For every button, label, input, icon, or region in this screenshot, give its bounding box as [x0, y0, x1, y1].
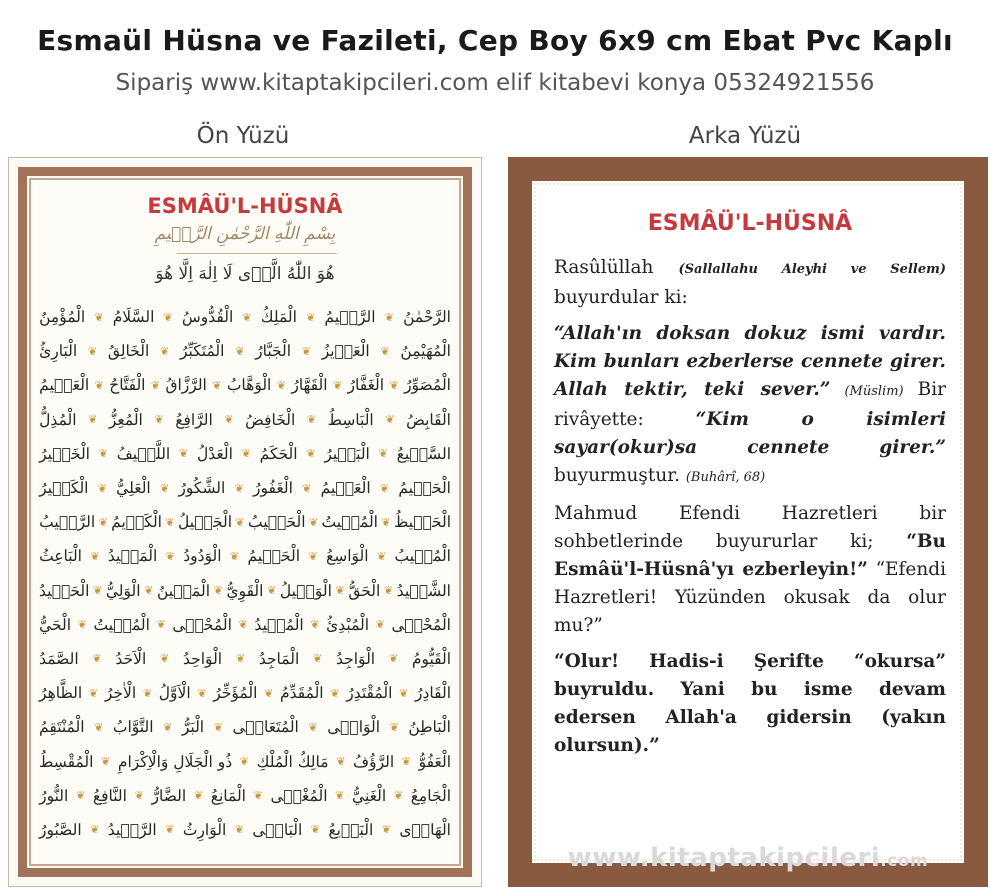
ornament-icon: ❦	[399, 686, 409, 700]
ornament-icon: ❦	[301, 344, 312, 358]
divine-name: الْمُعِزُّ	[108, 410, 143, 429]
divine-name: الصَّبُورُ	[39, 820, 82, 839]
names-row	[39, 642, 451, 676]
divine-name: مَالِكُ الْمُلْكِ	[256, 752, 329, 771]
ornament-icon: ❦	[93, 584, 103, 598]
divine-name: الْمَاجِدُ	[258, 649, 300, 668]
names-row	[39, 813, 451, 847]
divine-name: الْحَس۪يبُ	[247, 513, 306, 532]
ornament-icon: ❦	[98, 447, 108, 461]
divine-name: الْمَلِكُ	[260, 308, 297, 327]
ornament-icon: ❦	[154, 413, 164, 427]
divine-name: الْمُحْي۪ى	[172, 615, 232, 634]
divine-name: الْمُؤْمِنُ	[39, 308, 86, 327]
ornament-icon: ❦	[163, 310, 173, 324]
ornament-icon: ❦	[306, 310, 316, 324]
ornament-icon: ❦	[332, 378, 343, 392]
ornament-icon: ❦	[98, 515, 108, 529]
divine-name: الْبَارِئُ	[39, 342, 78, 361]
divine-name: ذُو الْجَلَالِ وَالْاِكْرَامِ	[117, 752, 233, 771]
divine-name: الْمُصَوِّرُ	[404, 376, 451, 395]
divine-name: الْعَلِيُّ	[116, 479, 151, 498]
divine-name: الْوَاجِدُ	[336, 649, 376, 668]
ornament-icon: ❦	[229, 549, 240, 563]
ornament-icon: ❦	[276, 378, 286, 392]
ornament-icon: ❦	[310, 823, 320, 837]
ornament-icon: ❦	[330, 686, 340, 700]
ornament-icon: ❦	[179, 447, 189, 461]
paragraph-3: Mahmud Efendi Hazretleri bir sohbetlerinde buyururlar ki; “Bu Esmâü'l-Hüsnâ'yı ezberleyin!” “Efendi Hazretleri! Yüzünden okusak da olur mu?”	[554, 503, 946, 636]
divine-name: الرَّافِعُ	[175, 410, 213, 429]
divine-name: الْبَاق۪ى	[252, 820, 303, 839]
divine-name: الْمُج۪يبُ	[394, 547, 451, 566]
ornament-icon: ❦	[267, 584, 277, 598]
ornament-icon: ❦	[313, 652, 323, 666]
names-row	[39, 471, 451, 505]
ornament-icon: ❦	[384, 310, 394, 324]
divine-name: الْخَالِقُ	[107, 342, 150, 361]
divine-name: الْعَفُوُّ	[418, 752, 451, 771]
divine-name: الْحَقُّ	[348, 581, 381, 600]
ornament-icon: ❦	[389, 378, 399, 392]
divine-name: السَّلَامُ	[112, 308, 155, 327]
ornament-icon: ❦	[92, 652, 102, 666]
divine-name: الْاَوَّلُ	[158, 684, 191, 703]
ornament-icon: ❦	[212, 378, 222, 392]
divine-name: الْعَدْلُ	[196, 444, 233, 463]
ornament-icon: ❦	[87, 344, 98, 358]
divine-name: الْجَل۪يلُ	[177, 513, 233, 532]
ornament-icon: ❦	[308, 549, 318, 563]
divine-name: الْجَبَّارُ	[255, 342, 292, 361]
ornament-icon: ❦	[378, 447, 388, 461]
divine-name: الْفَتَّاحُ	[109, 376, 146, 395]
intro-verse: هُوَ اللّٰهُ الَّذ۪ى لَا اِلٰهَ اِلَّا هُوَ	[155, 264, 335, 284]
divine-name: الْغَفَّارُ	[347, 376, 385, 395]
ornament-icon: ❦	[388, 652, 399, 666]
ornament-icon: ❦	[335, 789, 345, 803]
divine-name: الْمُبْدِئُ	[326, 615, 370, 634]
ornament-icon: ❦	[375, 618, 385, 632]
divine-name: الْهَاد۪ى	[399, 820, 451, 839]
divine-name: الرَّح۪يمُ	[324, 308, 376, 327]
ornament-icon: ❦	[234, 481, 244, 495]
names-row	[39, 505, 451, 539]
divine-name: الْمُتَكَبِّرُ	[179, 342, 225, 361]
divine-name: الْحَل۪يمُ	[398, 479, 451, 498]
divine-name: الشَّكُورُ	[178, 479, 226, 498]
ornament-icon: ❦	[376, 549, 387, 563]
ornament-icon: ❦	[142, 686, 153, 700]
ornament-icon: ❦	[383, 584, 394, 598]
names-row	[39, 779, 451, 813]
divine-name: الْعَز۪يزُ	[321, 342, 370, 361]
divine-name: الْحَك۪يمُ	[247, 547, 301, 566]
divine-name: الْقَهَّارُ	[291, 376, 328, 395]
ornament-icon: ❦	[401, 755, 412, 769]
ornament-icon: ❦	[88, 686, 99, 700]
divine-name: الْمَانِعُ	[210, 786, 246, 805]
front-card	[8, 157, 482, 887]
names-row	[39, 710, 451, 744]
divine-name: الْوَلِيُّ	[105, 581, 141, 600]
ornament-icon: ❦	[381, 515, 391, 529]
divine-name: الْاٰخِرُ	[104, 684, 137, 703]
ornament-icon: ❦	[165, 515, 175, 529]
front-card-frame	[18, 167, 472, 877]
divine-name: السَّم۪يعُ	[396, 444, 451, 463]
divine-name: الْمَت۪ينُ	[156, 581, 211, 600]
ornament-icon: ❦	[308, 515, 319, 529]
divine-name: الرَّؤُفُ	[353, 752, 395, 771]
divine-name: اللَّط۪يفُ	[116, 444, 171, 463]
ornament-icon: ❦	[193, 789, 204, 803]
divine-name: الْوَهَّابُ	[226, 376, 272, 395]
names-row	[39, 676, 451, 710]
ornament-icon: ❦	[97, 481, 107, 495]
divine-name: الْعَل۪يمُ	[39, 376, 90, 395]
ornament-icon: ❦	[379, 481, 390, 495]
front-side-label: Ön Yüzü	[196, 123, 290, 149]
ornament-icon: ❦	[77, 618, 87, 632]
ornament-icon: ❦	[144, 584, 154, 598]
ornament-icon: ❦	[381, 823, 391, 837]
divine-name: الْوَارِثُ	[182, 820, 227, 839]
divine-name: الْحَف۪يظُ	[393, 513, 451, 532]
ornament-icon: ❦	[134, 789, 144, 803]
ornament-icon: ❦	[238, 618, 248, 632]
back-card	[508, 157, 988, 887]
ornament-icon: ❦	[165, 823, 175, 837]
divine-name: الْوَاحِدُ	[183, 649, 223, 668]
names-row	[39, 300, 451, 334]
ornament-icon: ❦	[306, 413, 317, 427]
divine-name: الْمُقَدِّمُ	[280, 684, 324, 703]
ornament-icon: ❦	[163, 720, 173, 734]
divine-name: الْوَك۪يلُ	[279, 581, 332, 600]
basmala: بِسْمِ اللّٰهِ الرَّحْمٰنِ الرَّح۪يمِ	[154, 224, 336, 244]
divine-name: الْبَرُّ	[181, 718, 205, 737]
divine-name: التَّوَّابُ	[112, 718, 154, 737]
ornament-icon: ❦	[264, 686, 274, 700]
ornament-icon: ❦	[75, 789, 86, 803]
back-card-title: ESMÂÜ'L-HÜSNÂ	[647, 211, 853, 236]
divine-name: الْقَادِرُ	[415, 684, 451, 703]
ornament-icon: ❦	[213, 720, 223, 734]
ornament-icon: ❦	[90, 823, 100, 837]
ornament-icon: ❦	[306, 447, 316, 461]
ornament-icon: ❦	[156, 618, 166, 632]
divine-name: الظَّاهِرُ	[39, 684, 83, 703]
ornament-icon: ❦	[393, 789, 404, 803]
divine-name: الْقَابِضُ	[406, 410, 451, 429]
divine-name: الصَّمَدُ	[39, 649, 79, 668]
divine-name: الْجَامِعُ	[410, 786, 451, 805]
divine-name: الْمَج۪يدُ	[107, 547, 158, 566]
divine-name: الْمُهَيْمِنُ	[400, 342, 451, 361]
ornament-icon: ❦	[234, 823, 244, 837]
ornament-icon: ❦	[385, 413, 395, 427]
names-row	[39, 744, 451, 778]
divine-name: الْوَدُودُ	[183, 547, 222, 566]
names-row	[39, 574, 451, 608]
divine-name: الْقَيُّومُ	[411, 649, 451, 668]
divine-name: الْبَص۪يرُ	[324, 444, 370, 463]
ornament-icon: ❦	[150, 378, 161, 392]
watermark: www.kitaptakipcileri.com	[567, 843, 929, 873]
back-side-label: Arka Yüzü	[688, 123, 802, 149]
page-title: Esmaül Hüsna ve Fazileti, Cep Boy 6x9 cm Ebat Pvc Kaplı	[37, 24, 953, 57]
divine-name: الْمُنْتَقِمُ	[39, 718, 85, 737]
ornament-icon: ❦	[242, 310, 252, 324]
ornament-icon: ❦	[336, 755, 346, 769]
names-row	[39, 403, 451, 437]
divine-name: النَّافِعُ	[92, 786, 127, 805]
divine-name: الْحَم۪يدُ	[39, 581, 90, 600]
names-row	[39, 368, 451, 402]
ornament-icon: ❦	[224, 413, 234, 427]
divine-name: الشَّه۪يدُ	[396, 581, 451, 600]
divine-name: الْمُغْن۪ى	[270, 786, 328, 805]
ornament-icon: ❦	[160, 344, 170, 358]
divine-name: الْغَفُورُ	[253, 479, 293, 498]
names-row	[39, 539, 451, 573]
divine-name: الْعَظ۪يمُ	[320, 479, 371, 498]
divine-name: الْحَكَمُ	[259, 444, 298, 463]
divine-name: الْقَوِيُّ	[226, 581, 264, 600]
names-row	[39, 608, 451, 642]
divine-name: الْقُدُّوسُ	[181, 308, 234, 327]
divine-name: الْمُقْسِطُ	[39, 752, 94, 771]
ornament-icon: ❦	[235, 344, 245, 358]
divine-name: الْبَد۪يعُ	[328, 820, 374, 839]
ornament-icon: ❦	[90, 549, 100, 563]
divine-name: الْوَاسِعُ	[326, 547, 369, 566]
divine-name: الرَّش۪يدُ	[107, 820, 157, 839]
paragraph-1: Rasûlüllah (Sallallahu Aleyhi ve Sellem) buyurdular ki:	[554, 257, 946, 308]
divine-name: الْغَنِيُّ	[352, 786, 387, 805]
divine-name: الْمُؤَخِّرُ	[213, 684, 258, 703]
divine-name: الْبَاسِطُ	[327, 410, 374, 429]
divine-name: النُّورُ	[39, 786, 69, 805]
ornament-icon: ❦	[235, 515, 245, 529]
divine-name: الْمُق۪يتُ	[321, 513, 378, 532]
ornament-icon: ❦	[197, 686, 207, 700]
names-row	[39, 334, 451, 368]
ornament-icon: ❦	[241, 447, 251, 461]
ornament-icon: ❦	[213, 584, 223, 598]
ornament-icon: ❦	[94, 378, 104, 392]
divine-name: الرَّق۪يبُ	[39, 513, 96, 532]
divine-name: الْخَافِضُ	[245, 410, 296, 429]
ornament-icon: ❦	[253, 789, 263, 803]
divine-name: الْمُحْص۪ى	[391, 615, 451, 634]
ornament-icon: ❦	[101, 755, 111, 769]
ornament-icon: ❦	[88, 413, 98, 427]
paragraph-4: “Olur! Hadis-i Şerifte “okursa” buyruldu. Yani bu isme devam edersen Allah'a gidersin (yakın olursun).”	[554, 651, 946, 756]
ornament-icon: ❦	[380, 344, 390, 358]
divine-name: الْاَحَدُ	[115, 649, 147, 668]
divine-name: الضَّارُّ	[151, 786, 187, 805]
ornament-icon: ❦	[160, 652, 170, 666]
divine-name: الْبَاعِثُ	[39, 547, 82, 566]
divine-name: الْمُتَعَال۪ى	[232, 718, 299, 737]
divine-name: الرَّحْمٰنُ	[403, 308, 451, 327]
divine-name: الْحَيُّ	[39, 615, 72, 634]
paragraph-2: “Allah'ın doksan dokuz ismi vardır. Kim bunları ezberlerse cennete girer. Allah tektir, teki sever.” (Müslim) Bir rivâyette: “Kim o isimleri sayar(okur)sa cennete girer.” buyurmuştur. (Buhârî, 68)	[554, 323, 947, 486]
ornament-icon: ❦	[239, 755, 249, 769]
back-card-content	[554, 211, 946, 847]
divine-name: الْكَب۪يرُ	[39, 479, 89, 498]
divine-name: الْمُع۪يدُ	[254, 615, 304, 634]
ornament-icon: ❦	[159, 481, 170, 495]
ornament-icon: ❦	[310, 618, 320, 632]
divine-name: الرَّزَّاقُ	[165, 376, 207, 395]
names-list	[39, 300, 451, 847]
ornament-icon: ❦	[389, 720, 399, 734]
ornament-icon: ❦	[94, 310, 104, 324]
names-row	[39, 437, 451, 471]
divine-name: الْوَال۪ى	[327, 718, 381, 737]
basmala-underline	[177, 253, 337, 254]
ornament-icon: ❦	[335, 584, 345, 598]
divine-name: الْبَاطِنُ	[408, 718, 451, 737]
divine-name: الْمُذِلُّ	[39, 410, 77, 429]
ornament-icon: ❦	[165, 549, 175, 563]
ornament-icon: ❦	[94, 720, 104, 734]
divine-name: الْمُم۪يتُ	[93, 615, 150, 634]
ornament-icon: ❦	[302, 481, 312, 495]
front-card-title: ESMÂÜ'L-HÜSNÂ	[147, 194, 343, 218]
order-info: Sipariş www.kitaptakipcileri.com elif kitabevi konya 05324921556	[115, 70, 875, 96]
divine-name: الْخَب۪يرُ	[39, 444, 90, 463]
divine-name: الْمُقْتَدِرُ	[346, 684, 393, 703]
ornament-icon: ❦	[308, 720, 318, 734]
ornament-icon: ❦	[235, 652, 246, 666]
divine-name: الْكَر۪يمُ	[111, 513, 162, 532]
